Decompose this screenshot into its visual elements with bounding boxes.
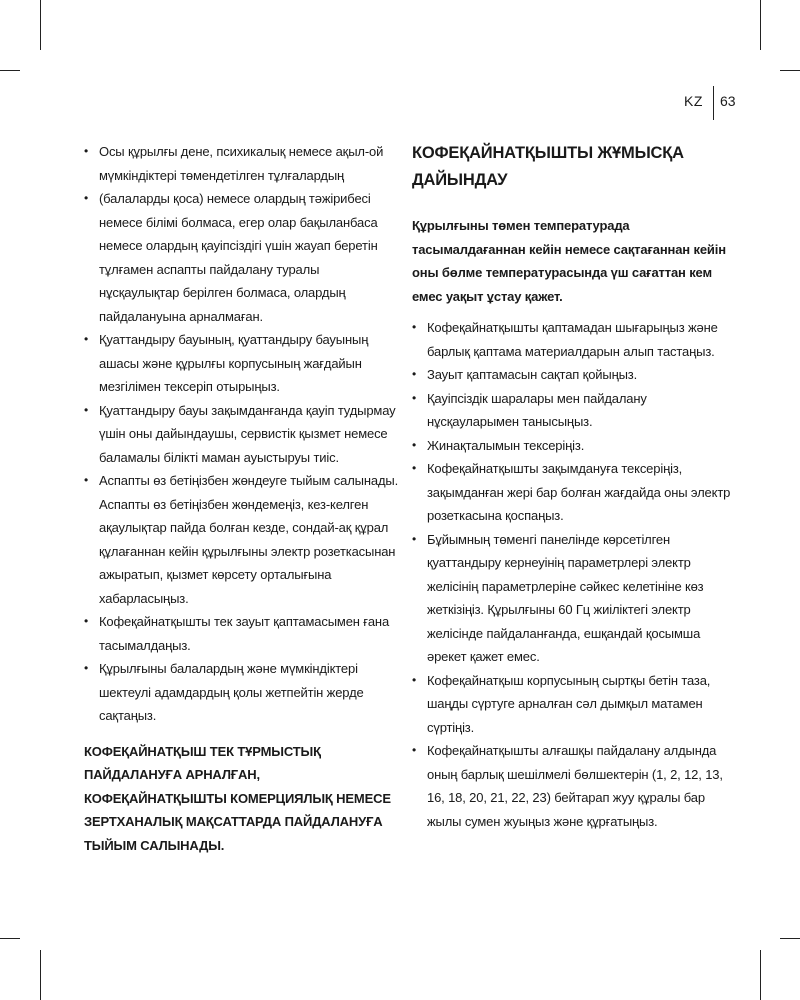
preparation-list [412,316,740,833]
page-header: KZ 63 [680,86,760,120]
left-column [84,140,402,857]
list-item: • Құрылғыны балалардың және мүмкіндіктері шектеулі адамдардың қолы жетпейтін жерде сақтаңыз. [84,657,402,728]
section-heading: КОФЕҚАЙНАТҚЫШТЫ ЖҰМЫСҚА ДАЙЫНДАУ [412,144,684,189]
list-item: • (балаларды қоса) немесе олардың тәжірибесі немесе білімі болмаса, егер олар бақыланбаса немесе олардың қауіпсіздігі үшін жауап беретін тұлғамен аспапты пайдалану туралы нұсқаулықтар берілген болмаса, олардың пайдалануына арналмаған. [84,187,402,328]
list-item: • Кофеқайнатқышты алғашқы пайдалану алдында оның барлық шешілмелі бөлшектерін (1, 2, 12, 13, 16, 18, 20, 21, 22, 23) бейтарап жуу құралы бар жылы сумен жуыңыз және құрғатыңыз. [412,739,740,833]
list-item: • Кофеқайнатқыш корпусының сыртқы бетін таза, шаңды сүртуге арналған сәл дымқыл матамен сүртіңіз. [412,669,740,740]
list-item: • Қуаттандыру бауының, қуаттандыру бауының ашасы және құрылғы корпусының жағдайын мезгілімен тексеріп отырыңыз. [84,328,402,399]
crop-mark [760,0,761,50]
crop-mark [760,950,761,1000]
safety-list [84,140,402,728]
page-number: 63 [720,93,736,109]
crop-mark [780,70,800,71]
crop-mark [40,950,41,1000]
list-item: • Бұйымның төменгі панелінде көрсетілген қуаттандыру кернеуінің параметрлері электр желісінің параметрлеріне сәйкес келетініне көз жеткізіңіз. Құрылғыны 60 Гц жиіліктегі электр желісінде пайдаланғанда, ешқандай қосымша әрекет қажет емес. [412,528,740,669]
list-item: • Зауыт қаптамасын сақтап қойыңыз. [412,363,740,387]
usage-warning: КОФЕҚАЙНАТҚЫШ ТЕК ТҰРМЫСТЫҚ ПАЙДАЛАНУҒА АРНАЛҒАН, КОФЕҚАЙНАТҚЫШТЫ КОМЕРЦИЯЛЫҚ НЕМЕСЕ ЗЕРТХАНАЛЫҚ МАҚСАТТАРДА ПАЙДАЛАНУҒА ТЫЙЫМ САЛЫНАДЫ. [84,743,391,853]
crop-mark [780,938,800,939]
list-item: • Жинақталымын тексеріңіз. [412,434,740,458]
header-divider [713,86,714,120]
list-item: • Кофеқайнатқышты тек зауыт қаптамасымен ғана тасымалдаңыз. [84,610,402,657]
list-item: • Кофеқайнатқышты қаптамадан шығарыңыз және барлық қаптама материалдарын алып тастаңыз. [412,316,740,363]
crop-mark [0,938,20,939]
list-item: • Қуаттандыру бауы зақымданғанда қауіп тудырмау үшін оны дайындаушы, сервистік қызмет немесе баламалы білікті маман ауыстыруы тиіс. [84,399,402,470]
section-intro: Құрылғыны төмен температурада тасымалдағаннан кейін немесе сақтағаннан кейін оны бөлме температурасында үш сағаттан кем емес уақыт ұстау қажет. [412,218,726,304]
list-item: • Осы құрылғы дене, психикалық немесе ақыл-ой мүмкіндіктері төмендетілген тұлғалардың [84,140,402,187]
list-item: • Аспапты өз бетіңізбен жөндеуге тыйым салынады. Аспапты өз бетіңізбен жөндемеңіз, кез-келген ақаулықтар пайда болған кезде, сондай-ақ құрал құлағаннан кейін құрылғыны электр розеткасынан ажыратып, қызмет көрсету орталығына хабарласыңыз. [84,469,402,610]
crop-mark [40,0,41,50]
right-column [412,140,740,833]
list-item: • Кофеқайнатқышты зақымдануға тексеріңіз, зақымданған жері бар болған жағдайда оны электр розеткасына қоспаңыз. [412,457,740,528]
list-item: • Қауіпсіздік шаралары мен пайдалану нұсқауларымен танысыңыз. [412,387,740,434]
crop-mark [0,70,20,71]
